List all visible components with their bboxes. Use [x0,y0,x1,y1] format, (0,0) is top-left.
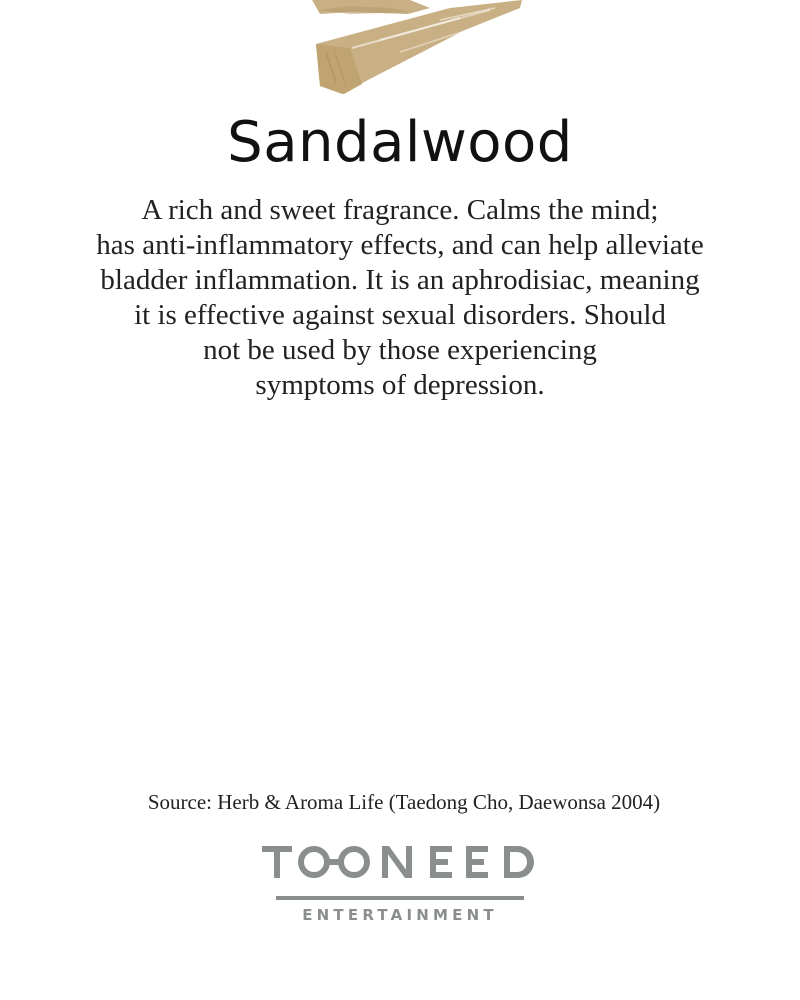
description-line: symptoms of depression. [255,369,545,401]
description-text [40,193,760,403]
logo-subtitle: ENTERTAINMENT [302,906,498,924]
description-line: A rich and sweet fragrance. Calms the mind; [141,194,659,226]
description-line: it is effective against sexual disorders. Should [134,299,666,331]
tooneed-logo [262,842,540,924]
page-title: Sandalwood [227,110,573,175]
description-line: bladder inflammation. It is an aphrodisiac, meaning [100,264,700,296]
description-line: not be used by those experiencing [203,334,597,366]
logo-divider [276,896,524,900]
tooneed-wordmark-logo [262,842,540,882]
source-citation: Source: Herb & Aroma Life (Taedong Cho, Daewonsa 2004) [147,790,661,814]
description-line: has anti-inflammatory effects, and can help alleviate [96,229,704,261]
sandalwood-stick-illustration [290,0,550,100]
